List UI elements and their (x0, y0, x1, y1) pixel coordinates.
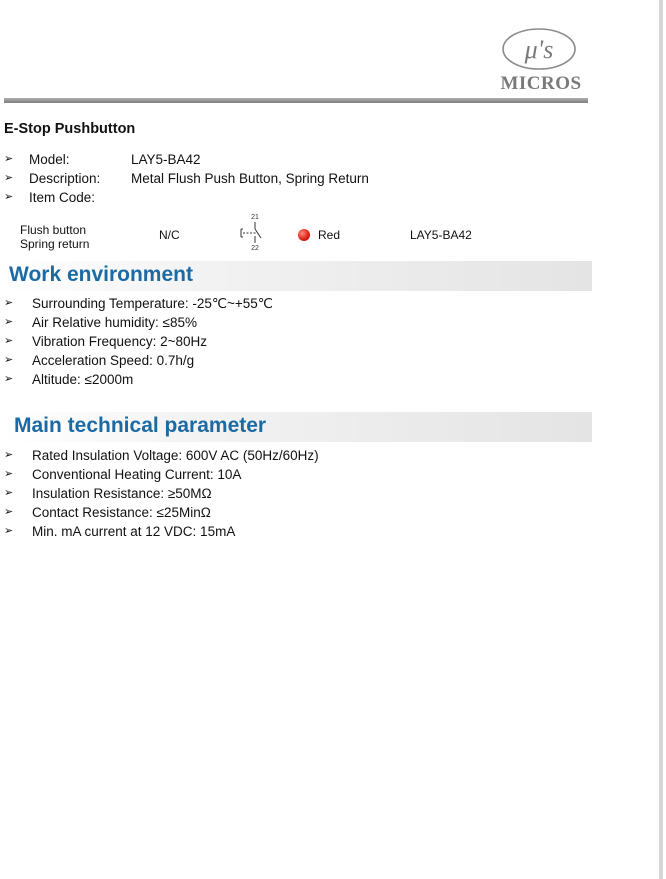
arrowhead-bullet-icon: ➢ (4, 172, 14, 184)
detail-label: Item Code: (29, 190, 96, 205)
detail-label: Model: (29, 152, 70, 167)
section-title: Work environment (9, 263, 193, 286)
arrowhead-bullet-icon: ➢ (4, 153, 14, 165)
list-item-text: Min. mA current at 12 VDC: 15mA (32, 524, 236, 539)
list-item-text: Contact Resistance: ≤25MinΩ (32, 505, 211, 520)
detail-value: Metal Flush Push Button, Spring Return (131, 171, 369, 186)
section-title: Main technical parameter (14, 414, 267, 437)
button-color (298, 228, 340, 242)
color-name: Red (318, 228, 341, 242)
brand-name: MICROS (500, 73, 582, 94)
logo-mark: μ's (524, 35, 554, 64)
arrowhead-bullet-icon: ➢ (4, 191, 14, 203)
arrowhead-bullet-icon: ➢ (4, 297, 14, 309)
arrowhead-bullet-icon: ➢ (4, 487, 14, 499)
list-item-text: Rated Insulation Voltage: 600V AC (50Hz/60Hz) (32, 448, 319, 463)
detail-label: Description: (29, 171, 101, 186)
terminal-number: 21 (251, 214, 259, 221)
list-item-text: Air Relative humidity: ≤85% (32, 315, 197, 330)
list-item-text: Insulation Resistance: ≥50MΩ (32, 486, 212, 501)
section-header-technical-parameter (4, 412, 592, 442)
nc-contact-symbol-icon (238, 212, 272, 252)
arrowhead-bullet-icon: ➢ (4, 316, 14, 328)
list-item-text: Acceleration Speed: 0.7h/g (32, 353, 195, 368)
button-type (20, 223, 89, 251)
arrowhead-bullet-icon: ➢ (4, 373, 14, 385)
arrowhead-bullet-icon: ➢ (4, 449, 14, 461)
product-title: E-Stop Pushbutton (4, 121, 136, 137)
button-type-line: Spring return (20, 237, 90, 251)
red-dot-icon (298, 229, 310, 241)
logo-ellipse-icon (490, 26, 590, 74)
section-header-work-environment (4, 261, 592, 291)
arrowhead-bullet-icon: ➢ (4, 354, 14, 366)
header-rule (4, 98, 588, 103)
contact-type: N/C (159, 228, 180, 242)
terminal-number: 22 (251, 245, 259, 252)
list-item-text: Vibration Frequency: 2~80Hz (32, 334, 207, 349)
list-item-text: Conventional Heating Current: 10A (32, 467, 242, 482)
item-code: LAY5-BA42 (410, 228, 472, 242)
detail-value: LAY5-BA42 (131, 152, 201, 167)
arrowhead-bullet-icon: ➢ (4, 335, 14, 347)
arrowhead-bullet-icon: ➢ (4, 506, 14, 518)
arrowhead-bullet-icon: ➢ (4, 468, 14, 480)
list-item-text: Surrounding Temperature: -25℃~+55℃ (32, 296, 273, 311)
page-edge (659, 0, 663, 879)
arrowhead-bullet-icon: ➢ (4, 525, 14, 537)
item-code-row (20, 212, 490, 252)
list-item-text: Altitude: ≤2000m (32, 372, 134, 387)
button-type-line: Flush button (20, 223, 87, 237)
micros-logo (490, 26, 590, 98)
